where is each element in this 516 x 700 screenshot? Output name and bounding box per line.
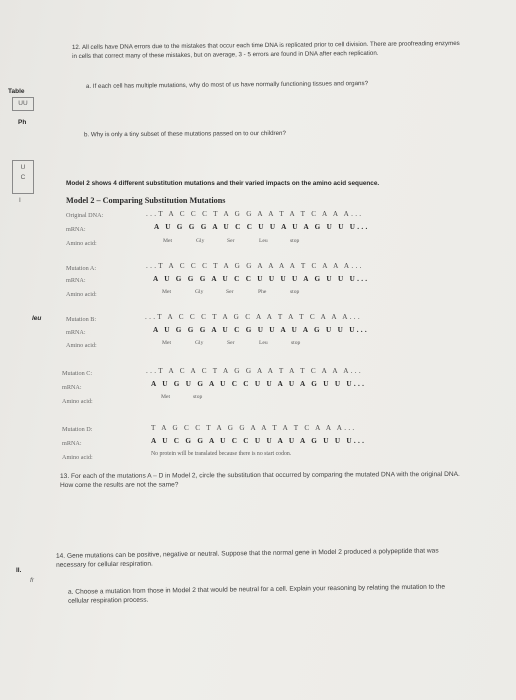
question-12-text: 12. All cells have DNA errors due to the mistakes that occur each time DNA is replicated prior to cell division. There are proofreading enzymes in cells that correct many of these mistakes, but on average, 3 - 5 errors are found in DNA after each replication. [71, 39, 460, 60]
amino-acid: Gly [195, 289, 204, 295]
mrna-sequence: A U G G G A U C C U U U U A G U U U... [153, 275, 370, 283]
amino-acid: Met [161, 394, 171, 400]
amino-acid: stop [290, 289, 300, 295]
model2-intro: Model 2 shows 4 different substitution mutations and their varied impacts on the amino acid sequence. [66, 180, 380, 187]
row-label-mutation: Mutation C: [62, 370, 93, 377]
amino-acid: stop [193, 394, 203, 400]
dna-sequence: ...T A C C C T A G G A A T A T C A A A... [146, 210, 364, 218]
amino-acid: Ser [227, 340, 235, 346]
edge-ii-mark: II. [16, 567, 22, 574]
dna-sequence: T A G C C T A G G A A T A T C A A A... [151, 424, 357, 432]
dna-sequence: ...T A C C C T A G G A A A A T C A A A... [146, 262, 364, 270]
amino-acid: Leu [259, 238, 268, 244]
mrna-sequence: A U C G G A U C C U U A U A G U U U... [151, 437, 367, 445]
edge-table-label: Table [8, 88, 25, 95]
mrna-sequence: A U G G G A U C G U U A U A G U U U... [153, 326, 369, 334]
row-label-mutation: Mutation D: [62, 426, 93, 433]
edge-ph-label: Ph [18, 119, 27, 126]
row-label-mrna: mRNA: [62, 440, 82, 447]
row-label-dna: Original DNA: [66, 212, 104, 219]
edge-uu-cell: UU [12, 97, 34, 111]
amino-acid: Met [163, 238, 173, 244]
amino-acid: stop [290, 238, 300, 244]
edge-uc-cell: U C [12, 160, 34, 194]
question-14a-text: a. Choose a mutation from those in Model 2 that would be neutral for a cell. Explain your reasoning by relating the mutation to the cellular respiration process. [67, 583, 446, 605]
question-14-text: 14. Gene mutations can be positive, negative or neutral. Suppose that the normal gene in Model 2 produced a polypeptide that was necessary for cellular respiration. [55, 547, 439, 569]
row-label-mutation: Mutation B: [66, 316, 97, 323]
mrna-sequence: A U G G G A U C C U U A U A G U U U... [154, 223, 370, 231]
dna-sequence: ...T A C A C T A G G A A T A T C A A A... [146, 367, 364, 375]
row-label-mrna: mRNA: [62, 384, 82, 391]
model2-title: Model 2 – Comparing Substitution Mutations [66, 196, 226, 205]
question-13-text: 13. For each of the mutations A – D in Model 2, circle the substitution that occurred by comparing the mutated DNA with the original DNA. How come the results are not the same? [59, 470, 460, 490]
amino-acid: Ser [226, 289, 234, 295]
amino-acid: Ser [227, 238, 235, 244]
amino-acid: Gly [196, 238, 205, 244]
row-label-mrna: mRNA: [66, 277, 86, 284]
question-12b-text: b. Why is only a tiny subset of these mutations passed on to our children? [83, 129, 286, 139]
row-label-amino: Amino acid: [66, 240, 97, 247]
no-protein-note: No protein will be translated because there is no start codon. [151, 451, 292, 457]
amino-acid: Gly [195, 340, 204, 346]
row-label-amino: Amino acid: [66, 342, 97, 349]
row-label-mrna: mRNA: [66, 226, 86, 233]
row-label-amino: Amino acid: [62, 454, 93, 461]
mrna-sequence: A U G U G A U C C U U A U A G U U U... [151, 380, 367, 388]
row-label-mutation: Mutation A: [66, 265, 97, 272]
amino-acid: Met [162, 289, 172, 295]
amino-acid: Phe [258, 289, 267, 295]
amino-acid: Met [162, 340, 172, 346]
edge-leu-label: leu [32, 315, 42, 322]
dna-sequence: ...T A C C C T A G C A A T A T C A A A... [145, 313, 363, 321]
edge-fr-mark: fr [30, 577, 34, 584]
amino-acid: Leu [259, 340, 268, 346]
row-label-mrna: mRNA: [66, 329, 86, 336]
amino-acid: stop [291, 340, 301, 346]
question-12a-text: a. If each cell has multiple mutations, why do most of us have normally functioning tissues and organs? [85, 80, 369, 90]
row-label-amino: Amino acid: [62, 398, 93, 405]
row-label-amino: Amino acid: [66, 291, 97, 298]
edge-l-mark: I [19, 197, 21, 204]
